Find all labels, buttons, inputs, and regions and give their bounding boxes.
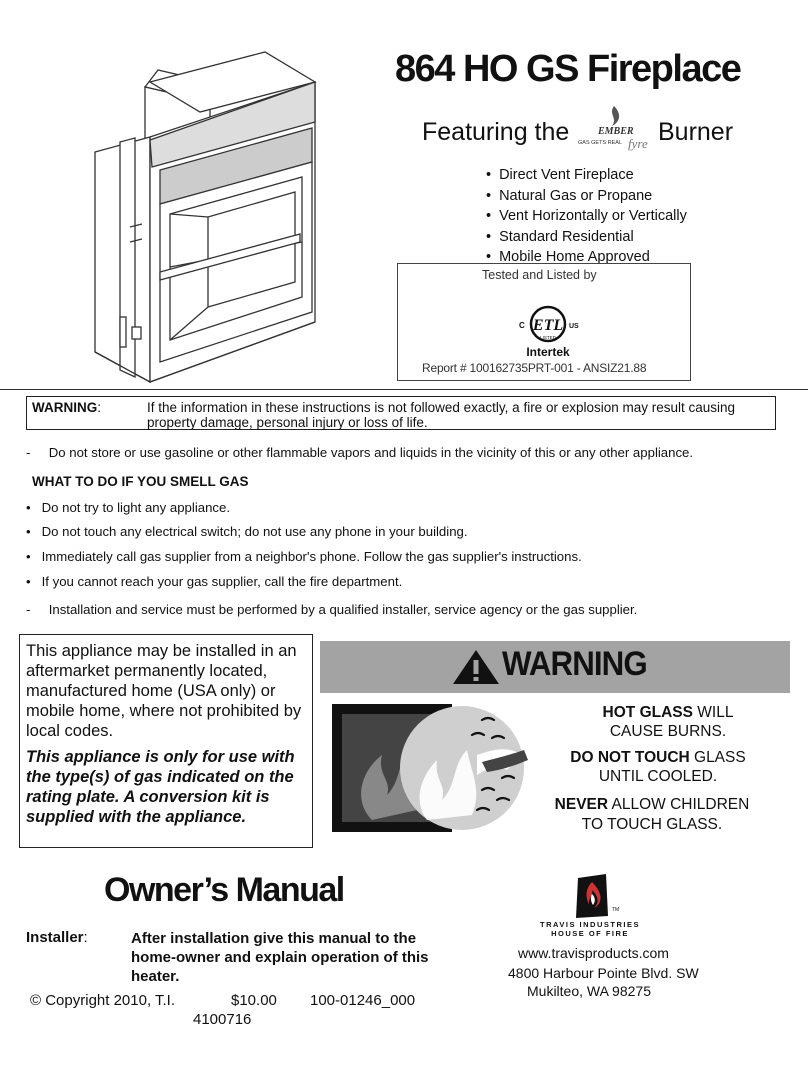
never-bold: NEVER xyxy=(554,796,609,813)
installer-colon: : xyxy=(83,929,88,946)
install-note-box xyxy=(19,634,313,848)
etl-text: ETL xyxy=(532,317,564,334)
travis-name-line2: HOUSE OF FIRE xyxy=(551,929,629,938)
price: $10.00 xyxy=(231,992,277,1009)
etl-us: US xyxy=(569,323,579,330)
hot-glass-illustration xyxy=(332,700,537,840)
warning-label-text: WARNING xyxy=(32,400,98,415)
hot-glass-line1 xyxy=(548,703,788,722)
travis-name-line1: TRAVIS INDUSTRIES xyxy=(540,920,640,929)
never-rest: ALLOW CHILDREN xyxy=(608,796,750,813)
tested-label: Tested and Listed by xyxy=(482,268,597,282)
smell-gas-heading: WHAT TO DO IF YOU SMELL GAS xyxy=(32,474,249,489)
fireplace-illustration xyxy=(90,42,325,392)
list-item-text: Do not try to light any appliance. xyxy=(41,500,231,515)
list-item-text: Immediately call gas supplier from a neighbor's phone. Follow the gas supplier's instructions. xyxy=(41,549,582,564)
list-item: • Direct Vent Fireplace xyxy=(486,165,687,186)
address-line2: Mukilteo, WA 98275 xyxy=(527,983,651,999)
intertek-text: Intertek xyxy=(526,345,570,359)
list-item: • If you cannot reach your gas supplier, call the fire department. xyxy=(26,574,403,589)
etl-listed-logo xyxy=(513,294,583,364)
ember-logo-text: EMBER xyxy=(598,126,634,137)
ember-logo-script: fyre xyxy=(628,136,648,151)
ember-fyre-logo xyxy=(574,104,654,152)
list-item: • Immediately call gas supplier from a neighbor's phone. Follow the gas supplier's instructions. xyxy=(26,549,582,564)
certification-box xyxy=(397,263,691,381)
warning-box xyxy=(26,396,776,430)
featuring-suffix: Burner xyxy=(658,118,734,146)
installer-label-text: Installer xyxy=(26,929,84,946)
featuring-prefix: Featuring the xyxy=(422,118,570,146)
no-gasoline-line: - Do not store or use gasoline or other flammable vapors and liquids in the vicinity of this or any other appliance. xyxy=(26,445,694,460)
travis-flame-logo xyxy=(574,870,610,920)
website-link[interactable]: www.travisproducts.com xyxy=(518,945,669,961)
do-not-touch-line1 xyxy=(538,748,778,767)
hot-glass-bold: HOT GLASS xyxy=(602,704,693,721)
hot-glass-rest: WILL xyxy=(692,704,734,721)
list-item-text: Do not touch any electrical switch; do not use any phone in your building. xyxy=(41,524,468,539)
never-allow-line2: TO TOUCH GLASS. xyxy=(581,816,723,833)
list-item-text: If you cannot reach your gas supplier, call the fire department. xyxy=(41,574,403,589)
list-item: • Vent Horizontally or Vertically xyxy=(486,206,687,227)
list-item: • Natural Gas or Propane xyxy=(486,186,687,207)
part-number: 100-01246_000 xyxy=(310,992,416,1009)
section-divider xyxy=(0,389,808,390)
etl-listed: LISTED xyxy=(540,335,556,340)
travis-industries-name xyxy=(520,920,660,938)
doc-code: 4100716 xyxy=(193,1011,252,1028)
warning-label-colon: : xyxy=(97,400,102,415)
do-not-touch-line2: UNTIL COOLED. xyxy=(598,768,718,785)
do-not-touch-rest: GLASS xyxy=(689,749,746,766)
report-number: Report # 100162735PRT-001 - ANSIZ21.88 xyxy=(422,361,647,375)
no-gasoline-text: Do not store or use gasoline or other flammable vapors and liquids in the vicinity of this or any other appliance. xyxy=(48,445,694,460)
warning-label xyxy=(32,400,101,415)
warning-triangle-icon xyxy=(452,649,500,685)
warning-banner-text: WARNING xyxy=(502,645,647,683)
owners-manual-title: Owner’s Manual xyxy=(104,871,344,909)
etl-c: C xyxy=(519,321,525,330)
list-item: • Do not touch any electrical switch; do not use any phone in your building. xyxy=(26,524,468,539)
do-not-touch-bold: DO NOT TOUCH xyxy=(570,749,690,766)
qualified-installer-text: Installation and service must be performed by a qualified installer, service agency or the gas supplier. xyxy=(48,602,638,617)
trademark: TM xyxy=(612,907,620,913)
list-item: • Do not try to light any appliance. xyxy=(26,500,231,515)
installer-instructions: After installation give this manual to the home-owner and explain operation of this heater. xyxy=(131,930,429,985)
warning-message: If the information in these instructions is not followed exactly, a fire or explosion may result causing property damage, personal injury or loss of life. xyxy=(147,400,736,430)
install-note-text: This appliance may be installed in an aftermarket permanently located, manufactured home (USA only) or mobile home, where not prohibited by local codes. xyxy=(26,642,302,740)
list-item: • Mobile Home Approved xyxy=(486,247,687,268)
product-title: 864 HO GS Fireplace xyxy=(395,48,741,90)
qualified-installer-line: - Installation and service must be performed by a qualified installer, service agency or the gas supplier. xyxy=(26,602,638,617)
hot-glass-warning-banner xyxy=(320,641,790,693)
address-line1: 4800 Harbour Pointe Blvd. SW xyxy=(508,965,699,981)
feature-list xyxy=(486,165,687,268)
list-item: • Standard Residential xyxy=(486,227,687,248)
ember-logo-sub: GAS GETS REAL xyxy=(578,140,623,146)
hot-glass-line2: CAUSE BURNS. xyxy=(609,723,727,740)
copyright: © Copyright 2010, T.I. xyxy=(30,992,176,1009)
never-allow-line1 xyxy=(532,795,772,814)
installer-label xyxy=(26,929,88,946)
gas-type-note: This appliance is only for use with the type(s) of gas indicated on the rating plate. A conversion kit is supplied with the appliance. xyxy=(26,748,295,826)
